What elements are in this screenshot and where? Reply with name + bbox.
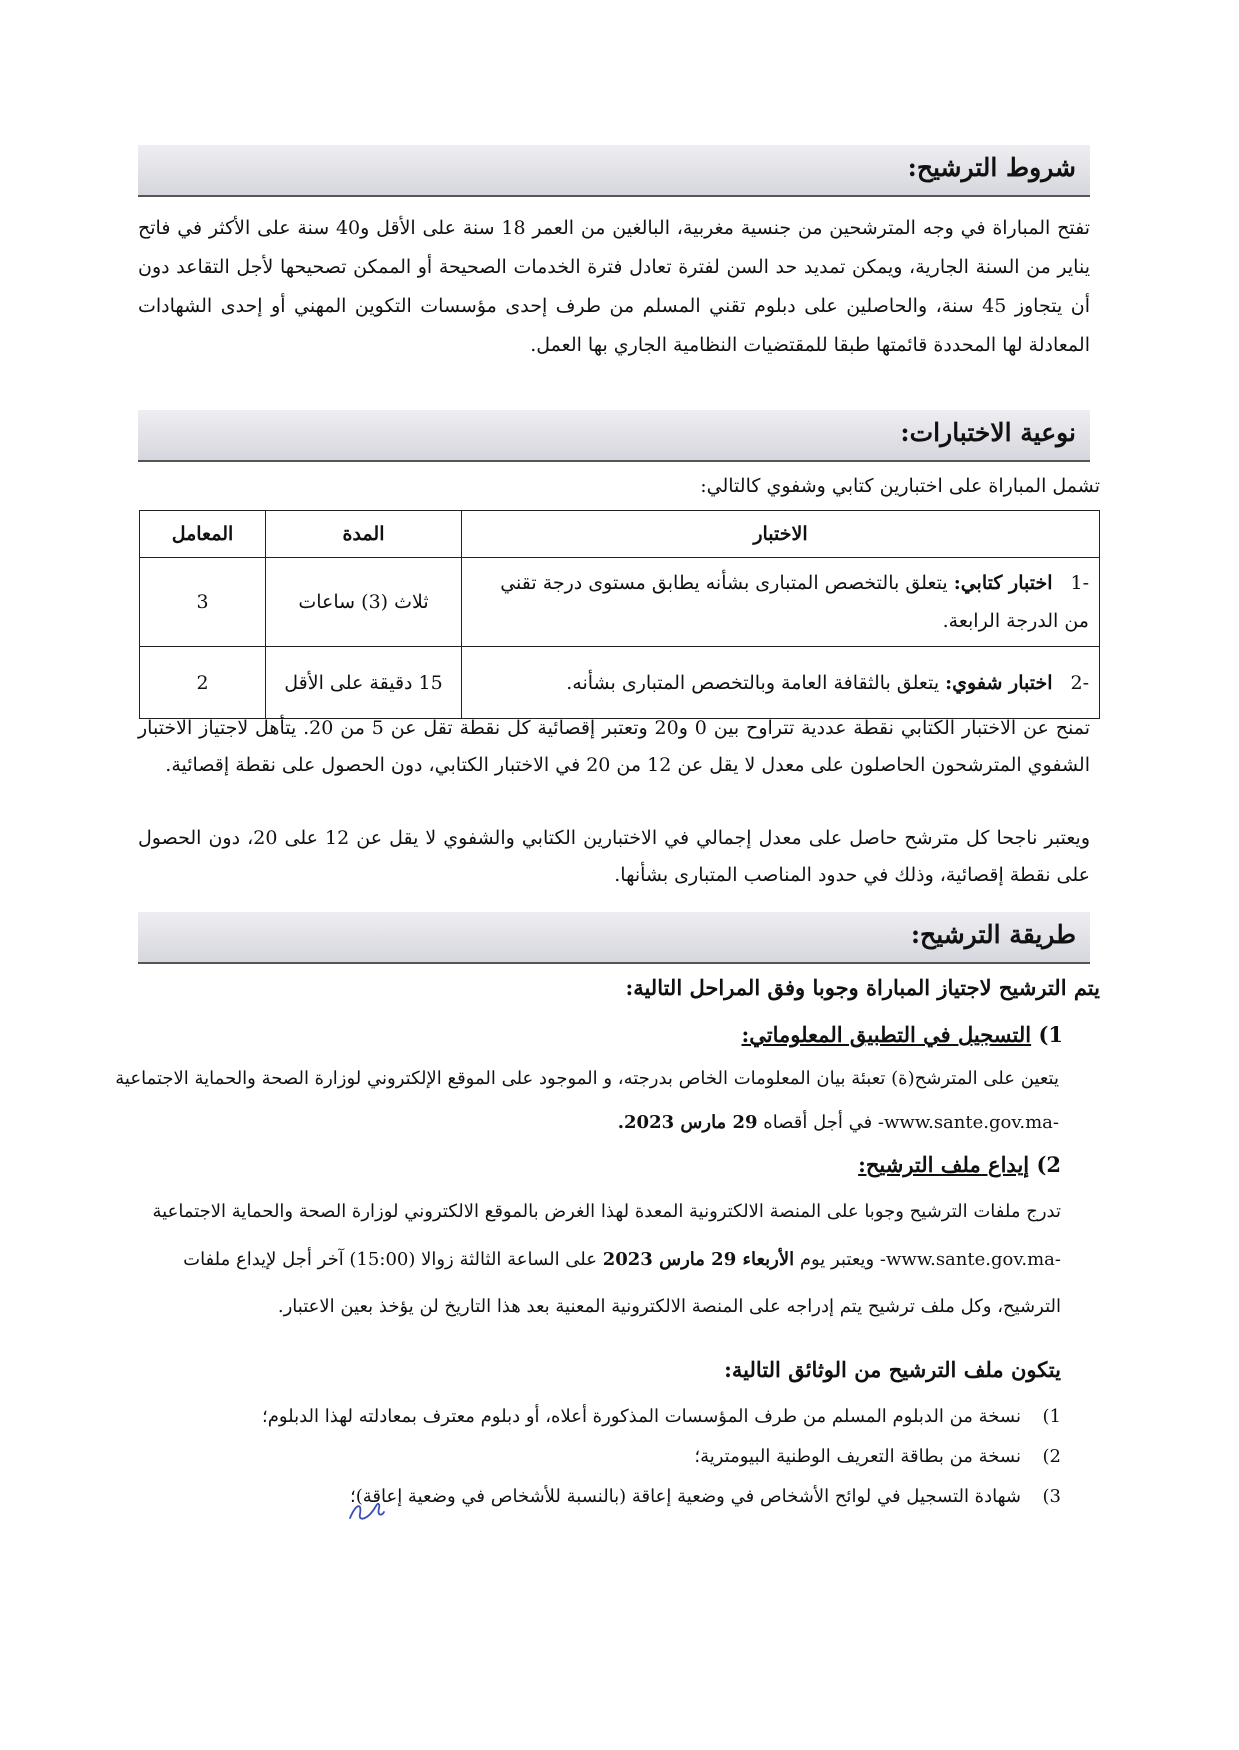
item-number: 3) — [1042, 1486, 1061, 1507]
step2-heading — [858, 1152, 1061, 1177]
section-title-method: طريقة الترشيح: — [910, 920, 1076, 949]
duration-cell: 15 دقيقة على الأقل — [266, 647, 462, 719]
table-header-row — [140, 511, 1100, 558]
section-header-method — [138, 912, 1090, 964]
tests-note-2: ويعتبر ناجحا كل مترشح حاصل على معدل إجمالي في الاختبارين الكتابي والشفوي لا يقل عن 12 على 20، دون الحصول على نقطة إقصائية، وذلك في حدود المناصب المتبارى بشأنها. — [138, 827, 1090, 886]
section-title-tests: نوعية الاختبارات: — [900, 418, 1076, 447]
coefficient-cell: 2 — [140, 647, 266, 719]
step2-line2 — [183, 1249, 1061, 1270]
tests-table — [139, 510, 1100, 719]
step2-line1: تدرج ملفات الترشيح وجوبا على المنصة الالكترونية المعدة لهذا الغرض بالموقع الالكتروني لوزارة الصحة والحماية الاجتماعية — [152, 1201, 1061, 1222]
step2-deadline: الأربعاء 29 مارس 2023 — [602, 1249, 795, 1270]
section-title-conditions: شروط الترشيح: — [907, 153, 1076, 182]
table-row — [140, 558, 1100, 647]
header-coefficient: المعامل — [140, 511, 266, 558]
step2-site-text: -www.sante.gov.ma- ويعتبر يوم — [799, 1249, 1061, 1270]
documents-heading: يتكون ملف الترشيح من الوثائق التالية: — [724, 1357, 1061, 1382]
list-item — [262, 1406, 1061, 1427]
step1-deadline: 29 مارس 2023. — [617, 1112, 758, 1133]
duration-cell: ثلاث (3) ساعات — [266, 558, 462, 647]
conditions-paragraph: تفتح المباراة في وجه المترشحين من جنسية مغربية، البالغين من العمر 18 سنة على الأقل و40 سنة على الأكثر في فاتح يناير من السنة الجارية، ويمكن تمديد حد السن لفترة تعادل فترة الخدمات الصحيحة أو الممكن تصحيحها لأجل التقاعد دون أن يتجاوز 45 سنة، والحاصلين على دبلوم تقني المسلم من طرف إحدى مؤسسات التكوين المهني أو إحدى الشهادات المعادلة لها المحددة قائمتها طبقا للمقتضيات النظامية الجاري بها العمل. — [138, 217, 1090, 356]
item-number: 2) — [1042, 1446, 1061, 1467]
step2-time-text: على الساعة الثالثة زوالا (15:00) آخر أجل لإيداع ملفات — [183, 1249, 597, 1270]
test-name: اختبار شفوي: — [945, 671, 1053, 694]
row-number: -2 — [1070, 671, 1089, 694]
tests-note-1: تمنح عن الاختبار الكتابي نقطة عددية تتراوح بين 0 و20 وتعتبر إقصائية كل نقطة تقل عن 5 من 20. يتأهل لاجتياز الاختبار الشفوي المترشحون الحاصلون على معدل لا يقل عن 12 من 20 في الاختبار الكتابي، دون الحصول على نقطة إقصائية. — [138, 717, 1090, 776]
initials-signature-mark — [346, 1496, 386, 1526]
tests-intro: تشمل المباراة على اختبارين كتابي وشفوي كالتالي: — [700, 475, 1100, 497]
header-duration: المدة — [266, 511, 462, 558]
test-description: يتعلق بالثقافة العامة وبالتخصص المتبارى بشأنه. — [566, 671, 940, 694]
step1-site-text: -www.sante.gov.ma- في أجل أقصاه — [763, 1112, 1059, 1133]
step2-title: إيداع ملف الترشيح: — [858, 1152, 1030, 1177]
header-test: الاختبار — [462, 511, 1100, 558]
step2-number: 2) — [1036, 1152, 1061, 1177]
step2-line3: الترشيح، وكل ملف ترشيح يتم إدراجه على المنصة الالكترونية المعنية بعد هذا التاريخ لن يؤخذ بعين الاعتبار. — [277, 1296, 1061, 1317]
section-header-conditions — [138, 145, 1090, 197]
test-cell — [462, 558, 1100, 647]
coefficient-cell: 3 — [140, 558, 266, 647]
step1-title: التسجيل في التطبيق المعلوماتي: — [741, 1022, 1032, 1047]
step1-heading — [742, 1022, 1064, 1047]
method-intro: يتم الترشيح لاجتياز المباراة وجوبا وفق المراحل التالية: — [625, 975, 1100, 1000]
section-header-tests — [138, 410, 1090, 462]
step1-line1: يتعين على المترشح(ة) تعبئة بيان المعلومات الخاص بدرجته، و الموجود على الموقع الإلكتروني لوزارة الصحة والحماية الاجتماعية — [115, 1068, 1059, 1089]
step1-line2 — [618, 1112, 1059, 1133]
list-item — [350, 1486, 1061, 1507]
item-text: نسخة من بطاقة التعريف الوطنية البيومترية؛ — [694, 1446, 1021, 1467]
step1-number: 1) — [1038, 1022, 1063, 1047]
test-name: اختبار كتابي: — [953, 572, 1053, 594]
item-text: نسخة من الدبلوم المسلم من طرف المؤسسات المذكورة أعلاه، أو دبلوم معترف بمعادلته لهذا الدبلوم؛ — [261, 1406, 1021, 1427]
test-cell — [462, 647, 1100, 719]
test-description: يتعلق بالتخصص المتبارى بشأنه يطابق مستوى درجة تقني من الدرجة الرابعة. — [500, 572, 1089, 632]
item-number: 1) — [1042, 1406, 1061, 1427]
table-row — [140, 647, 1100, 719]
list-item — [694, 1446, 1061, 1467]
item-text: شهادة التسجيل في لوائح الأشخاص في وضعية إعاقة (بالنسبة للأشخاص في وضعية إعاقة)؛ — [349, 1486, 1021, 1507]
row-number: -1 — [1070, 572, 1089, 594]
